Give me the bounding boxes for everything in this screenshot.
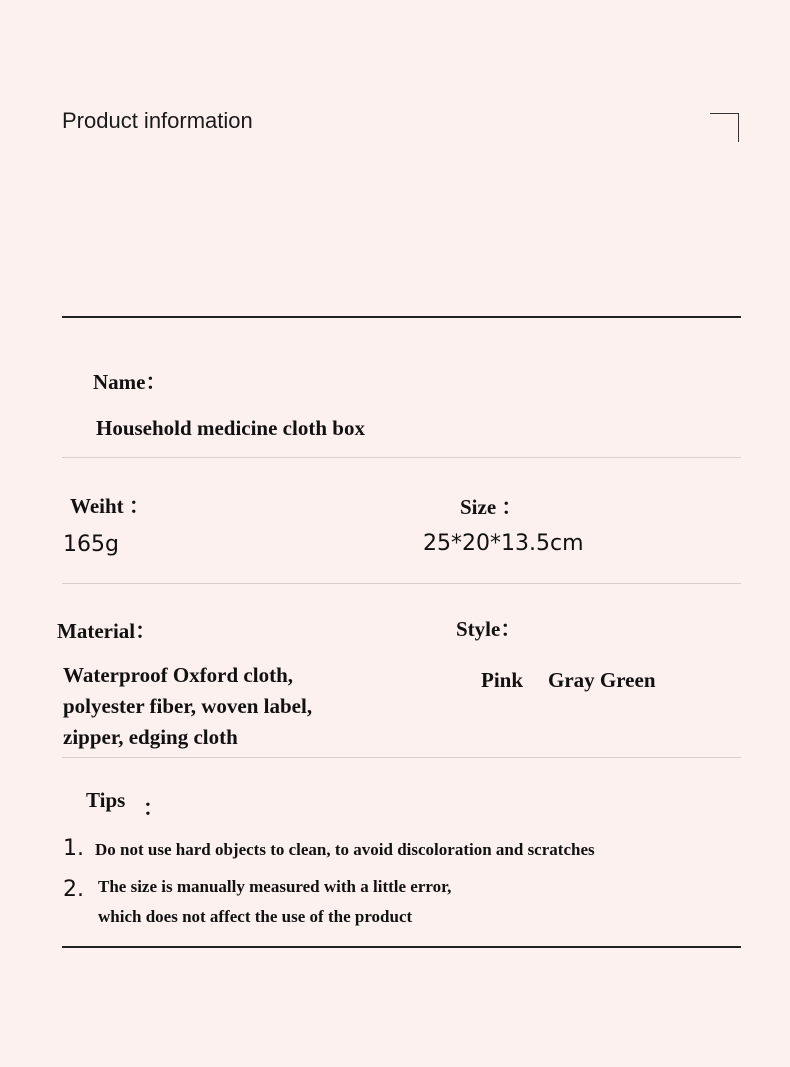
tip-text <box>98 872 451 932</box>
style-label: Style： <box>456 617 522 641</box>
tip-number: 2. <box>63 877 84 902</box>
material-value <box>63 660 383 753</box>
size-label: Size ： <box>460 495 523 519</box>
material-label: Material： <box>57 619 157 643</box>
material-line: polyester fiber, woven label, <box>63 694 313 718</box>
page-title: Product information <box>62 108 253 133</box>
tip-line: which does not affect the use of the product <box>98 907 413 926</box>
material-line: zipper, edging cloth <box>63 725 238 749</box>
divider-top <box>62 316 741 318</box>
material-line: Waterproof Oxford cloth, <box>63 663 293 687</box>
style-option-gray-green: Gray Green <box>548 668 656 692</box>
divider-2 <box>62 583 741 584</box>
tips-colon: ： <box>143 796 164 820</box>
divider-1 <box>62 457 741 458</box>
divider-3 <box>62 757 741 758</box>
style-option-pink: Pink <box>481 668 524 692</box>
weight-label: Weiht ： <box>70 494 150 518</box>
weight-value: 165g <box>63 532 119 557</box>
tip-number: 1. <box>63 836 84 861</box>
size-value: 25*20*13.5cm <box>423 531 584 556</box>
tip-line: The size is manually measured with a little error, <box>98 877 452 896</box>
tips-label: Tips <box>86 788 126 812</box>
divider-bottom <box>62 946 741 948</box>
name-label: Name： <box>93 370 167 394</box>
tip-text: Do not use hard objects to clean, to avoid discoloration and scratches <box>95 840 595 859</box>
name-value: Household medicine cloth box <box>96 416 365 440</box>
corner-bracket-decoration <box>710 113 739 142</box>
